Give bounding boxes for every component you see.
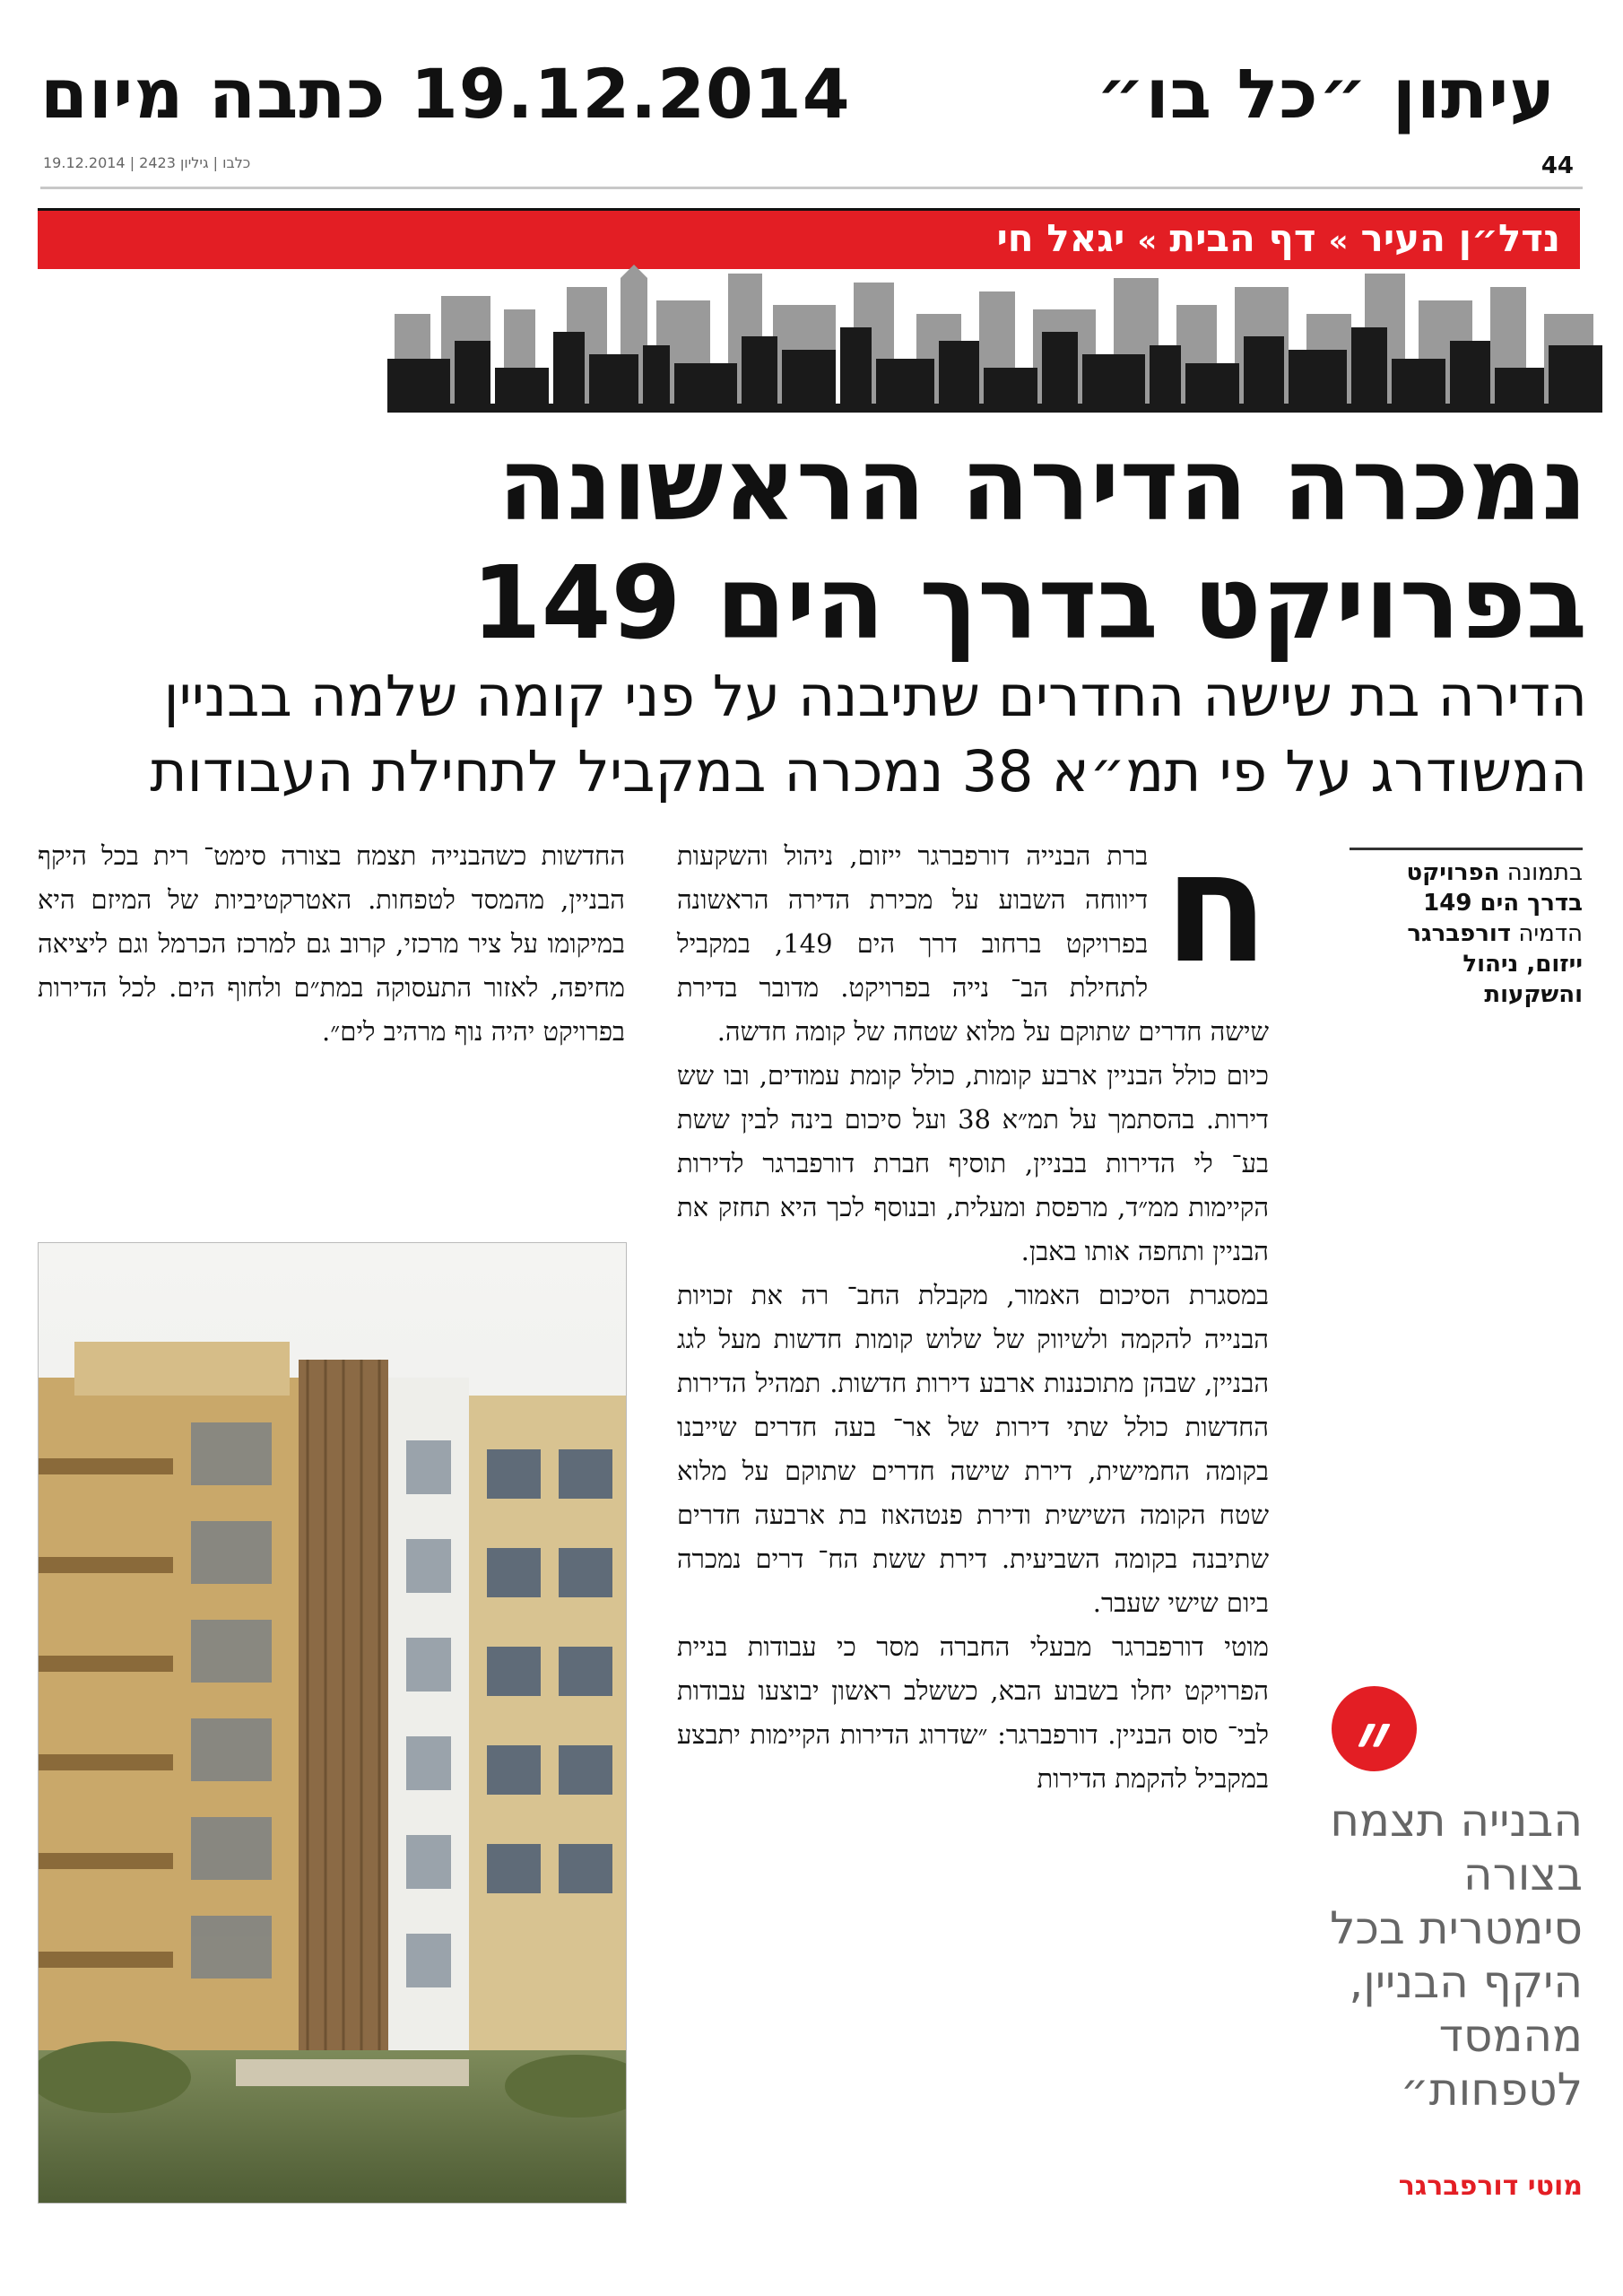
issue-line: כלבו | גיליון 2423 | 19.12.2014 bbox=[43, 154, 251, 171]
header-rule bbox=[40, 187, 1583, 189]
caption-bold: הפרויקט bbox=[1406, 859, 1500, 886]
caption-bold: בדרך הים 149 bbox=[1423, 890, 1583, 917]
caption-bold: והשקעות bbox=[1484, 981, 1583, 1008]
headline-line: בפרויקט בדרך הים 149 bbox=[471, 545, 1587, 662]
skyline-illustration bbox=[387, 260, 1602, 413]
pull-quote-author: מוטי דורפברגר bbox=[1398, 2170, 1583, 2202]
crumb-real-estate: נדל״ן העיר bbox=[1360, 216, 1560, 260]
caption-bold: ייזום, ניהול bbox=[1462, 951, 1583, 978]
article-paragraph: במסגרת הסיכום האמור, מקבלת החב־ רה את זכויות הבנייה להקמה ולשיווק של שלוש קומות חדשות מעל לגג הבניין, שבהן מתוכננות ארבע דירות חדשות. תמהיל הדירות החדשות כולל שתי דירות של אר־ בעה חדרים שייבנו בקומה החמישית, דירת שישה חדרים שתוקם על מלוא שטח הקומה השישית ודירת פנטהאוז בת ארבעה חדרים שתיבנה בקומה השביעית. דירת ששת הח־ דרים נמכרה ביום שישי שעבר. bbox=[677, 1280, 1269, 1618]
article-paragraph: ברת הבנייה דורפברגר ייזום, ניהול והשקעות דיווחה השבוע על מכירת הדירה הראשונה בפרויקט ברחוב דרך הים 149, במקביל לתחילת הב־ נייה בפרויקט. מדובר בדירת שישה חדרים שתוקם על מלוא שטחה של קומה חדשה. bbox=[677, 840, 1269, 1047]
caption-bold: דורפברגר bbox=[1407, 920, 1512, 947]
article-paragraph: החדשות כשהבנייה תצמח בצורה סימט־ רית בכל היקף הבניין, מהמסד לטפחות. האטרקטיביות של המיזם היא במיקומו על ציר מרכזי, קרוב גם למרכז הכרמל וגם ליציאה מחיפה, לאזור התעסוקה במת״ם ולחוף הים. לכל הדירות בפרויקט יהיה נוף מרהיב לים״. bbox=[38, 840, 625, 1047]
caption-text: הדמיה bbox=[1511, 920, 1583, 947]
subhead-line: המשודרג על פי תמ״א 38 נמכרה במקביל לתחילת העבודות bbox=[150, 739, 1587, 804]
caption-text: בתמונה bbox=[1499, 859, 1583, 886]
page-number: 44 bbox=[1541, 152, 1574, 179]
section-breadcrumb bbox=[996, 216, 1560, 260]
article-paragraph: מוטי דורפברגר מבעלי החברה מסר כי עבודות בניית הפרויקט יחלו בשבוע הבא, כששלב ראשון יבוצעו עבודות לבי־ סוס הבניין. דורפברגר: ״שדרוג הדירות הקיימות יתבצע במקביל להקמת הדירות bbox=[677, 1631, 1269, 1794]
crumb-separator-icon: » bbox=[1328, 223, 1349, 259]
article-column-continued bbox=[38, 834, 625, 1054]
crumb-home-page: דף הבית bbox=[1169, 216, 1316, 260]
article-headline bbox=[242, 426, 1587, 663]
drop-cap: ח bbox=[1164, 820, 1269, 997]
article-subhead bbox=[27, 659, 1587, 810]
quote-mark-icon: ״ bbox=[1332, 1686, 1417, 1771]
headline-line: נמכרה הדירה הראשונה bbox=[498, 427, 1587, 544]
crumb-separator-icon: » bbox=[1137, 223, 1158, 259]
building-rendering-photo bbox=[38, 1242, 627, 2204]
article-paragraph: כיום כולל הבניין ארבע קומות, כולל קומת עמודים, ובו שש דירות. בהסתמך על תמ״א 38 ועל סיכום בינה לבין ששת בע־ לי הדירות בבניין, תוסיף חברת דורפברגר לדירות הקיימות ממ״ד, מרפסת ומעלית, ובנוסף לכך היא תחזק את הבניין ותחפה אותו באבן. bbox=[677, 1060, 1270, 1266]
crumb-author: יגאל חי bbox=[996, 216, 1125, 260]
paper-title: עיתון ״כל בו״ bbox=[1096, 54, 1556, 134]
clip-date: 19.12.2014 כתבה מיום bbox=[40, 54, 851, 134]
subhead-line: הדירה בת שישה החדרים שתיבנה על פני קומה שלמה בבניין bbox=[163, 664, 1587, 729]
pull-quote-text: הבנייה תצמח בצורה סימטרית בכל היקף הבניין, מהמסד לטפחות״ bbox=[1330, 1795, 1583, 2116]
article-column-main bbox=[677, 820, 1270, 1801]
photo-caption bbox=[1350, 848, 1583, 1010]
